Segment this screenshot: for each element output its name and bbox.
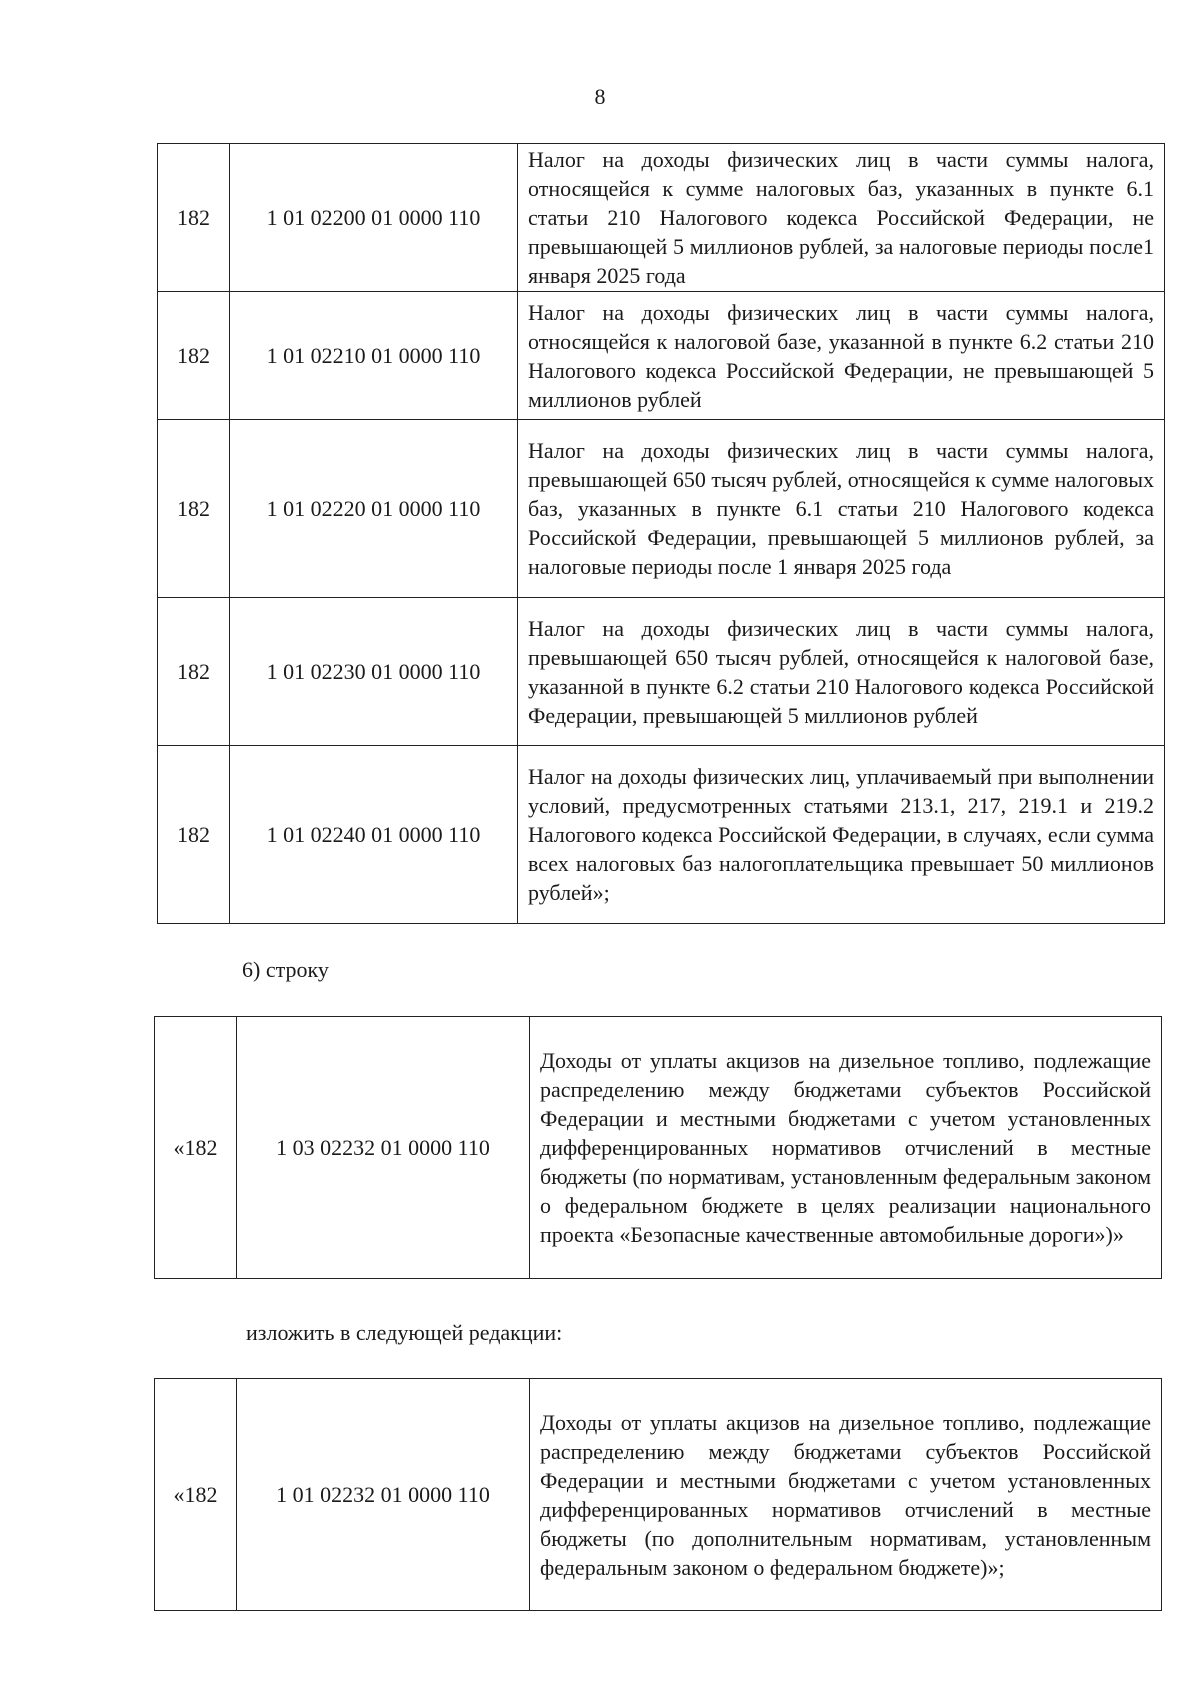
description-cell: Налог на доходы физических лиц в части суммы налога, превышающей 650 тысяч рублей, относящейся к налоговой базе, указанной в пункте 6.2 статьи 210 Налогового кодекса Российской Федерации, превышающей 5 миллионов рублей bbox=[518, 598, 1165, 746]
paragraph-stroku: 6) строку bbox=[242, 957, 329, 982]
kbk-code-cell: 1 01 02210 01 0000 110 bbox=[230, 292, 518, 420]
admin-code-cell: 182 bbox=[158, 420, 230, 598]
description-cell: Налог на доходы физических лиц, уплачиваемый при выполнении условий, предусмотренных статьями 213.1, 217, 219.1 и 219.2 Налогового кодекса Российской Федерации, в случаях, если сумма всех налоговых баз налогоплательщика превышает 50 миллионов рублей»; bbox=[518, 746, 1165, 924]
kbk-code-cell: 1 01 02220 01 0000 110 bbox=[230, 420, 518, 598]
paragraph-izlozhit: изложить в следующей редакции: bbox=[246, 1320, 563, 1345]
kbk-code-cell: 1 01 02230 01 0000 110 bbox=[230, 598, 518, 746]
description-cell: Налог на доходы физических лиц в части суммы налога, превышающей 650 тысяч рублей, относящейся к сумме налоговых баз, указанных в пункте 6.1 статьи 210 Налогового кодекса Российской Федерации, превышающей 5 миллионов рублей, за налоговые периоды после 1 января 2025 года bbox=[518, 420, 1165, 598]
new-row-table bbox=[154, 1378, 1162, 1611]
table-row bbox=[155, 1379, 1162, 1611]
kbk-code-cell: 1 03 02232 01 0000 110 bbox=[237, 1017, 530, 1279]
revenue-codes-table bbox=[157, 143, 1165, 924]
description-cell: Доходы от уплаты акцизов на дизельное топливо, подлежащие распределению между бюджетами субъектов Российской Федерации и местными бюджетами с учетом установленных дифференцированных нормативов отчислений в местные бюджеты (по дополнительным нормативам, установленным федеральным законом о федеральном бюджете)»; bbox=[530, 1379, 1162, 1611]
kbk-code-cell: 1 01 02200 01 0000 110 bbox=[230, 144, 518, 292]
page-number: 8 bbox=[594, 84, 606, 109]
table-row bbox=[155, 1017, 1162, 1279]
table-row bbox=[158, 292, 1165, 420]
table-row bbox=[158, 746, 1165, 924]
description-cell: Налог на доходы физических лиц в части суммы налога, относящейся к налоговой базе, указанной в пункте 6.2 статьи 210 Налогового кодекса Российской Федерации, не превышающей 5 миллионов рублей bbox=[518, 292, 1165, 420]
table-row bbox=[158, 144, 1165, 292]
admin-code-cell: 182 bbox=[158, 292, 230, 420]
table-row bbox=[158, 420, 1165, 598]
admin-code-cell: 182 bbox=[158, 144, 230, 292]
admin-code-cell: «182 bbox=[155, 1017, 237, 1279]
admin-code-cell: «182 bbox=[155, 1379, 237, 1611]
old-row-table bbox=[154, 1016, 1162, 1279]
table-row bbox=[158, 598, 1165, 746]
kbk-code-cell: 1 01 02232 01 0000 110 bbox=[237, 1379, 530, 1611]
admin-code-cell: 182 bbox=[158, 746, 230, 924]
kbk-code-cell: 1 01 02240 01 0000 110 bbox=[230, 746, 518, 924]
description-cell: Налог на доходы физических лиц в части суммы налога, относящейся к сумме налоговых баз, указанных в пункте 6.1 статьи 210 Налогового кодекса Российской Федерации, не превышающей 5 миллионов рублей, за налоговые периоды после1 января 2025 года bbox=[518, 144, 1165, 292]
description-cell: Доходы от уплаты акцизов на дизельное топливо, подлежащие распределению между бюджетами субъектов Российской Федерации и местными бюджетами с учетом установленных дифференцированных нормативов отчислений в местные бюджеты (по нормативам, установленным федеральным законом о федеральном бюджете в целях реализации национального проекта «Безопасные качественные автомобильные дороги»)» bbox=[530, 1017, 1162, 1279]
admin-code-cell: 182 bbox=[158, 598, 230, 746]
